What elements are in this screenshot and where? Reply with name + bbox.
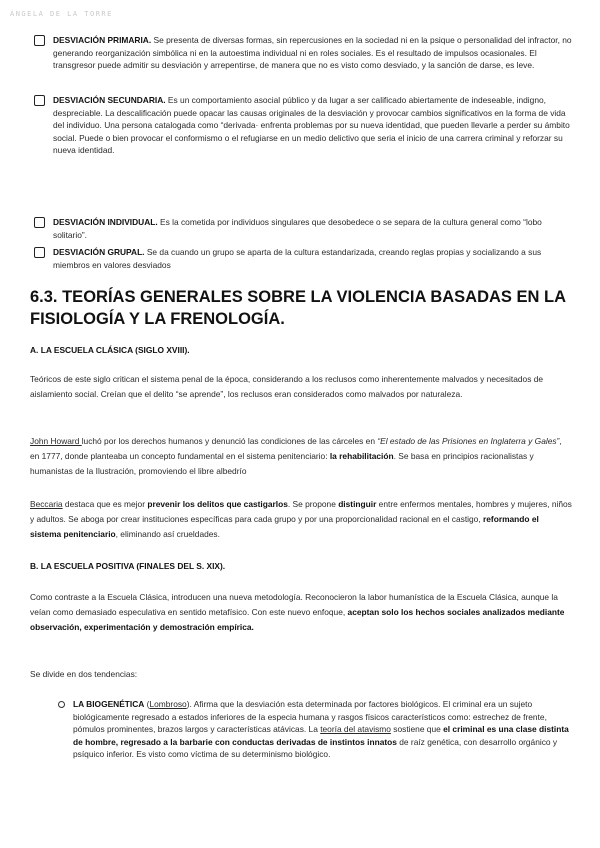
deviation-primaria-text: DESVIACIÓN PRIMARIA. Se presenta de diversas formas, sin repercusiones en la sociedad ni en la psique o personalidad del infractor, no generando reorganización simbólica ni en la autoestima individual ni en roles sociales. Es el resultado de impulsos ocasionales. El transgresor puede admitir su desviación y arrepentirse, de manera que no es visto como desviado, y la sanción de darse, es leve.	[53, 35, 572, 70]
checkbox-icon[interactable]	[34, 217, 45, 228]
beccaria-paragraph: Beccaria destaca que es mejor prevenir los delitos que castigarlos. Se propone distinguir entre enfermos mentales, hombres y mujeres, niños y adultos. Se aboga por crear instituciones específicas para cada grupo y por una proporcionalidad racional en el castigo, reformando el sistema penitenciario, eliminando así crueldades.	[30, 499, 572, 539]
school-b-intro: Como contraste a la Escuela Clásica, introducen una nueva metodología. Reconocieron la labor humanística de la Escuela Clásica, aunque la veían como demasiado especulativa en sentido metafísico. Con este nuevo enfoque, aceptan solo los hechos sociales analizados mediante observación, experimentación y demostración empírica.	[30, 592, 565, 632]
atavismo-theory: teoría del atavismo	[320, 724, 391, 735]
beccaria-name: Beccaria	[30, 499, 63, 509]
checkbox-icon[interactable]	[34, 35, 45, 46]
howard-book-title: “El estado de las Prisiones en Inglaterra y Gales”	[377, 436, 560, 446]
howard-name: John Howard	[30, 436, 82, 446]
howard-paragraph: John Howard luchó por los derechos humanos y denunció las condiciones de las cárceles en “El estado de las Prisiones en Inglaterra y Gales”, en 1777, donde planteaba un concepto fundamental en el sistema penitenciario: la rehabilitación. Se basa en principios racionalistas y humanistas de la Ilustración, promoviendo el libre albedrío	[30, 436, 562, 476]
section-heading: 6.3. TEORÍAS GENERALES SOBRE LA VIOLENCIA BASADAS EN LA FISIOLOGÍA Y LA FRENOLOGÍA.	[30, 288, 566, 328]
checkbox-icon[interactable]	[34, 95, 45, 106]
author-watermark: ÁNGELA DE LA TORRE	[10, 10, 113, 18]
lombroso-name: Lombroso	[149, 699, 187, 709]
checkbox-icon[interactable]	[34, 247, 45, 258]
deviation-primaria-item	[34, 34, 574, 72]
deviation-grupal-text: DESVIACIÓN GRUPAL. Se da cuando un grupo se aparta de la cultura estandarizada, creando reglas propias y socializando a sus miembros en valores desviados	[53, 247, 542, 270]
school-a-intro: Teóricos de este siglo critican el sistema penal de la época, considerando a los reclusos como inherentemente malvados y necesitados de aislamiento social. Creían que el delito “se aprende”, los reclusos eran considerados como malvados por naturaleza.	[30, 374, 544, 399]
circle-bullet-icon	[58, 701, 65, 708]
deviation-secundaria-text: DESVIACIÓN SECUNDARIA. Es un comportamiento asocial público y da lugar a ser calificado abiertamente de indeseable, indigno, despreciable. La descalificación puede opacar las causas originales de la desviación y provocar cambios significativos en la forma de vida del individuo. Una persona catalogada como “derivada· enfrenta problemas por su nueva identidad, que pueden llevarle a perder su ámbito social. Puede o bien provocar el conformismo o el refugiarse en un medio delictivo que seria el inicio de una carrera criminal y reforzar su nueva identidad.	[53, 95, 570, 155]
school-a-title: A. LA ESCUELA CLÁSICA (SIGLO XVIII).	[30, 345, 190, 355]
deviation-individual-text: DESVIACIÓN INDIVIDUAL. Es la cometida por individuos singulares que desobedece o se separa de la cultura general como “lobo solitario”.	[53, 217, 542, 240]
deviation-grupal-item	[34, 246, 574, 271]
deviation-secundaria-item	[34, 94, 574, 157]
school-b-title: B. LA ESCUELA POSITIVA (FINALES DEL S. XIX).	[30, 561, 226, 571]
biogenetica-text: LA BIOGENÉTICA (Lombroso). Afirma que la desviación esta determinada por factores biológicos. El criminal era un sujeto biológicamente regresado a estados inferiores de la especia humana y rasgos físicos característicos como: estrechez de frente, pómulos prominentes, brazos largos y características atávicas. La teoría del atavismo sostiene que el criminal es una clase distinta de hombre, regresado a la barbarie con conductas derivadas de instintos innatos de raíz genética, con desarrollo orgánico y psíquico inferior. Es visto como víctima de su determinismo biológico.	[73, 699, 569, 760]
deviation-individual-item	[34, 216, 574, 241]
biogenetica-list-item	[58, 698, 572, 761]
tendencies-intro: Se divide en dos tendencias:	[30, 669, 138, 679]
